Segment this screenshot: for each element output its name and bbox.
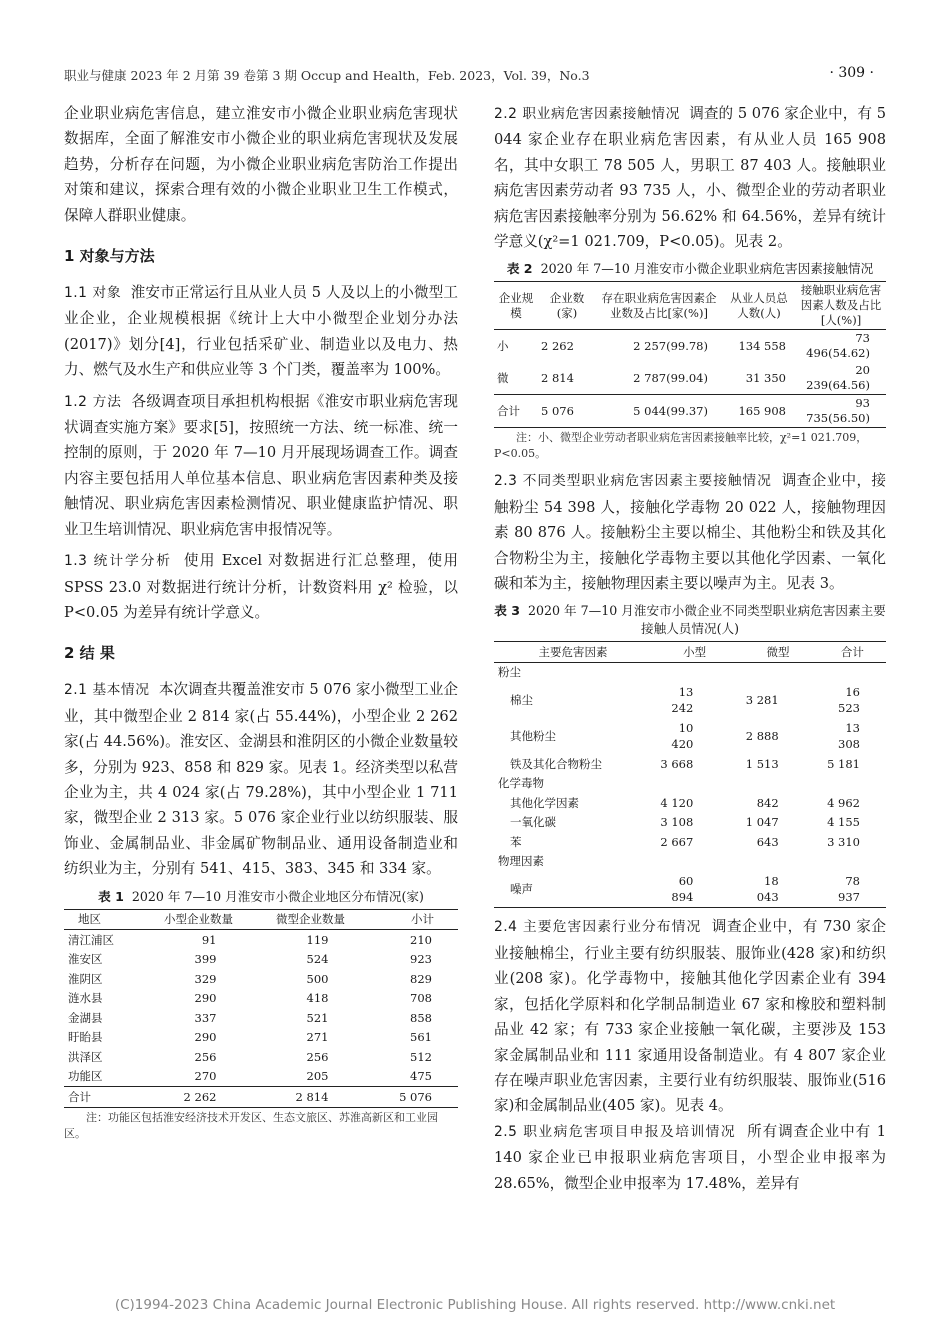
- table-1-header: 地区: [78, 912, 101, 927]
- section-2-1: [64, 677, 458, 881]
- table-3-cell: 2 888: [745, 729, 779, 744]
- table-3-cell: 3 281: [745, 693, 779, 708]
- table-2-cell: 93 735(56.50): [806, 396, 870, 426]
- table-2-header: 接触职业病危害因素人数及占比[人(%)]: [800, 283, 882, 328]
- table-3-group-row: [494, 774, 886, 794]
- page-number: · 309 ·: [829, 65, 874, 81]
- table-3-cell: 60 894: [671, 873, 694, 905]
- table-3-cell: 10 420: [671, 720, 694, 752]
- table-1-cell: 合计: [68, 1089, 91, 1104]
- table-3-label: 表 3: [494, 603, 520, 619]
- table-1-cell: 708: [410, 991, 432, 1006]
- table-1-cell: 290: [194, 1030, 217, 1045]
- table-2-header: 存在职业病危害因素企业数及占比[家(%)]: [601, 290, 717, 320]
- table-2-cell: 2 257(99.78): [633, 338, 708, 353]
- table-row: [494, 813, 886, 833]
- table-3-cell: 铁及其化合物粉尘: [510, 756, 602, 771]
- table-1-cell: 475: [410, 1069, 432, 1084]
- section-1-2: [64, 389, 458, 542]
- table-3-group-label: 粉尘: [498, 665, 521, 680]
- table-3-cell: 842: [756, 795, 779, 810]
- section-2-5-title: 2.5 职业病危害项目申报及培训情况: [494, 1123, 737, 1140]
- section-2-4-title: 2.4 主要危害因素行业分布情况: [494, 919, 702, 936]
- table-1-total-row: [64, 1087, 458, 1108]
- table-1-cell: 256: [306, 1049, 329, 1064]
- table-row: [64, 989, 458, 1009]
- section-2-4: [494, 914, 886, 1118]
- table-3-caption: [494, 602, 886, 638]
- table-row: [494, 362, 886, 395]
- section-2-2-text: 调查的 5 076 家企业中，有 5 044 家企业存在职业病危害因素，有从业人员 165 908 名，其中女职工 78 505 人，男职工 87 403 人。接触职业病危害因素劳动者 93 735 人，小、微型企业的劳动者职业病危害因素接触率分别为 56.62% 和 64.56%，差异有统计学意义(χ²=1 021.709，P<0.05)。见表 2。: [494, 105, 887, 251]
- table-2-label: 表 2: [506, 261, 533, 277]
- section-1-1: [64, 280, 458, 383]
- table-3-group-row: [494, 852, 886, 872]
- section-1-1-title: 1.1 对象: [64, 285, 122, 302]
- section-2-1-title: 2.1 基本情况: [64, 682, 150, 699]
- journal-info: 职业与健康 2023 年 2 月第 39 卷第 3 期 Occup and Health，Feb. 2023，Vol. 39，No.3: [64, 68, 590, 83]
- table-1-cell: 329: [194, 971, 217, 986]
- table-1-cell: 210: [410, 932, 432, 947]
- table-2: [494, 281, 886, 428]
- table-3-cell: 16 523: [838, 684, 860, 716]
- table-3-cell: 4 962: [827, 795, 860, 810]
- table-1-cell: 清江浦区: [68, 932, 114, 947]
- section-1-2-text: 各级调查项目承担机构根据《淮安市职业病危害现状调查实施方案》要求[5]，按照统一方法、统一标准、统一控制的原则，于 2020 年 7—10 月开展现场调查工作。调查内容主要包括用人单位基本信息、职业病危害因素种类及接触情况、职业病危害因素检测情况、职业健康监护情况、职业卫生培训情况、职业病危害申报情况等。: [64, 392, 458, 538]
- table-2-caption: [494, 260, 886, 278]
- table-1-cell: 金湖县: [68, 1010, 103, 1025]
- table-3-cell: 18 043: [756, 873, 779, 905]
- table-2-header: 从业人员总人数(人): [730, 290, 788, 320]
- table-2-cell: 165 908: [738, 403, 786, 418]
- table-3-header: 微型: [766, 644, 790, 659]
- table-1-cell: 337: [194, 1010, 217, 1025]
- table-3-cell: 3 668: [660, 756, 694, 771]
- section-2-title: 2 结 果: [64, 644, 115, 663]
- table-row: [494, 793, 886, 813]
- section-2-3-title: 2.3 不同类型职业病危害因素主要接触情况: [494, 473, 772, 490]
- table-2-cell: 小: [497, 338, 509, 353]
- section-1-2-title: 1.2 方法: [64, 393, 122, 410]
- table-1-header: 小计: [411, 912, 434, 927]
- table-1-cell: 512: [410, 1049, 432, 1064]
- table-2-cell: 73 496(54.62): [806, 331, 870, 361]
- table-row: [64, 1008, 458, 1028]
- table-2-header: 企业规模: [498, 290, 534, 320]
- table-2-total-row: [494, 395, 886, 428]
- table-2-cell: 2 787(99.04): [633, 370, 708, 385]
- table-3-cell: 1 513: [745, 756, 779, 771]
- table-2-cell: 31 350: [745, 370, 786, 385]
- table-3-cell: 5 181: [827, 756, 860, 771]
- table-1-label: 表 1: [98, 888, 124, 904]
- table-3-cell: 一氧化碳: [510, 815, 556, 830]
- table-1-cell: 5 076: [399, 1089, 432, 1104]
- table-1-header: 微型企业数量: [275, 912, 345, 927]
- table-1-cell: 功能区: [68, 1069, 103, 1084]
- table-1-cell: 271: [306, 1030, 329, 1045]
- table-2-cell: 2 262: [541, 338, 574, 353]
- copyright-footer: (C)1994-2023 China Academic Journal Electronic Publishing House. All rights reserved. http://www.cnki.net: [114, 1297, 836, 1313]
- section-2-1-text: 本次调查共覆盖淮安市 5 076 家小微型工业企业，其中微型企业 2 814 家(占 55.44%)，小型企业 2 262 家(占 44.56%)。淮安区、金湖县和淮阴区的小微企业数量较多，分别为 923、858 和 829 家。见表 1。经济类型以私营企业为主，共 4 024 家(占 79.28%)，其中小型企业 1 711 家，微型企业 2 313 家。5 076 家企业行业以纺织服装、服饰业、金属制品业、非金属矿物制品业、通用设备制造业和纺织业为主，分别有 541、415、383、345 和 334 家。: [64, 681, 459, 878]
- table-3-cell: 13 308: [838, 720, 860, 752]
- table-row: [494, 718, 886, 754]
- section-2-4-text: 调查企业中，有 730 家企业接触棉尘，行业主要有纺织服装、服饰业(428 家)和纺织业(208 家)。化学毒物中，接触其他化学因素企业有 394 家，包括化学原料和化学制品制造业 67 家和橡胶和塑料制品业 42 家；有 733 家企业接触一氧化碳，主要涉及 153 家金属制品业和 111 家通用设备制造业。有 4 807 家企业存在噪声职业危害因素，主要行业有纺织服装、服饰业(516 家)和金属制品业(405 家)。见表 4。: [494, 918, 887, 1115]
- table-1-header: 小型企业数量: [164, 912, 233, 927]
- section-1-title: 1 对象与方法: [64, 247, 155, 266]
- table-row: [64, 930, 458, 950]
- table-3-cell: 4 120: [660, 795, 694, 810]
- table-3-cell: 3 310: [827, 834, 860, 849]
- right-column: [494, 101, 886, 1196]
- table-3-cell: 13 242: [671, 684, 694, 716]
- table-3-group-label: 化学毒物: [498, 776, 544, 791]
- table-1-cell: 256: [194, 1049, 217, 1064]
- table-3-cell: 噪声: [510, 882, 533, 897]
- table-3-group-row: [494, 662, 886, 682]
- table-1-cell: 500: [306, 971, 329, 986]
- table-3: [494, 641, 886, 908]
- table-1-cell: 829: [410, 971, 432, 986]
- table-1: [64, 909, 458, 1108]
- table-1-caption: [64, 888, 458, 906]
- table-2-header: 企业数(家): [549, 290, 585, 320]
- table-1-cell: 290: [194, 991, 217, 1006]
- section-2-3: [494, 468, 886, 596]
- table-row: [64, 950, 458, 970]
- table-1-cell: 洪泽区: [68, 1049, 103, 1064]
- table-row: [494, 682, 886, 718]
- table-1-cell: 淮安区: [68, 952, 103, 967]
- section-2-3-text: 调查企业中，接触粉尘 54 398 人，接触化学毒物 20 022 人，接触物理因素 80 876 人。接触粉尘主要以棉尘、其他粉尘和铁及其化合物粉尘为主，接触化学毒物主要以其他化学因素、一氧化碳和苯为主，接触物理因素主要以噪声为主。见表 3。: [494, 472, 886, 593]
- table-3-cell: 棉尘: [510, 693, 533, 708]
- table-1-cell: 923: [410, 952, 432, 967]
- table-1-cell: 524: [306, 952, 329, 967]
- table-row: [64, 1047, 458, 1067]
- table-1-cell: 盱眙县: [68, 1030, 103, 1045]
- table-row: [494, 330, 886, 363]
- table-2-cell: 5 076: [541, 403, 574, 418]
- table-row: [64, 969, 458, 989]
- table-1-title: 2020 年 7—10 月淮安市小微企业地区分布情况(家): [131, 888, 424, 904]
- section-2-2-title: 2.2 职业病危害因素接触情况: [494, 106, 680, 122]
- table-1-cell: 119: [306, 932, 329, 947]
- table-1-cell: 2 814: [295, 1089, 329, 1104]
- table-row: [64, 1067, 458, 1087]
- table-2-cell: 合计: [497, 403, 520, 418]
- table-1-header-row: [64, 909, 458, 930]
- table-3-cell: 4 155: [827, 815, 860, 830]
- section-1-3: [64, 548, 458, 625]
- table-2-cell: 2 814: [541, 370, 574, 385]
- table-3-cell: 1 047: [745, 815, 779, 830]
- table-3-cell: 其他粉尘: [510, 729, 556, 744]
- table-3-cell: 2 667: [660, 834, 694, 849]
- table-3-cell: 3 108: [660, 815, 694, 830]
- table-2-title: 2020 年 7—10 月淮安市小微企业职业病危害因素接触情况: [540, 261, 874, 277]
- table-2-cell: 134 558: [738, 338, 786, 353]
- section-1-1-text: 淮安市正常运行且从业人员 5 人及以上的小微型工业企业，企业规模根据《统计上大中小微型企业划分办法(2017)》划分[4]，行业包括采矿业、制造业以及电力、热力、燃气及水生产和供应业等 3 个门类，覆盖率为 100%。: [64, 284, 458, 379]
- table-2-cell: 5 044(99.37): [633, 403, 708, 418]
- section-1-3-title: 1.3 统计学分析: [64, 553, 172, 570]
- section-1-3-text: 使用 Excel 对数据进行汇总整理，使用 SPSS 23.0 对数据进行统计分析，计数资料用 χ² 检验，以 P<0.05 为差异有统计学意义。: [64, 552, 459, 621]
- table-1-cell: 91: [201, 932, 217, 947]
- section-2-5: [494, 1119, 886, 1196]
- table-1-cell: 561: [410, 1030, 432, 1045]
- table-row: [494, 832, 886, 852]
- table-3-cell: 其他化学因素: [510, 795, 579, 810]
- table-2-cell: 20 239(64.56): [806, 363, 870, 393]
- table-1-cell: 205: [306, 1069, 329, 1084]
- table-1-note: 注：功能区包括淮安经济技术开发区、生态文旅区、苏淮高新区和工业园区。: [64, 1110, 438, 1140]
- table-2-note: 注：小、微型企业劳动者职业病危害因素接触率比较，χ²=1 021.709，P<0.05。: [494, 431, 868, 461]
- table-3-title: 2020 年 7—10 月淮安市小微企业不同类型职业病危害因素主要接触人员情况(人): [528, 603, 886, 637]
- table-1-cell: 270: [194, 1069, 217, 1084]
- table-1-cell: 2 262: [183, 1089, 217, 1104]
- table-3-cell: 苯: [510, 834, 522, 849]
- table-row: [64, 1028, 458, 1048]
- table-2-header-row: [494, 282, 886, 330]
- section-2-2: [494, 101, 886, 254]
- table-1-cell: 418: [306, 991, 329, 1006]
- table-1-cell: 521: [306, 1010, 329, 1025]
- page-header: [64, 66, 886, 86]
- table-3-header-row: [494, 642, 886, 663]
- table-1-cell: 涟水县: [68, 991, 103, 1006]
- table-3-cell: 78 937: [838, 873, 860, 905]
- intro-paragraph: 企业职业病危害信息，建立淮安市小微企业职业病危害现状数据库，全面了解淮安市小微企业的职业病危害现状及发展趋势，分析存在问题，为小微企业职业病危害防治工作提出对策和建议，探索合理有效的小微企业职业卫生工作模式，保障人群职业健康。: [64, 105, 458, 224]
- table-1-cell: 858: [410, 1010, 432, 1025]
- table-3-header: 小型: [683, 644, 707, 659]
- table-row: [494, 871, 886, 908]
- table-1-cell: 淮阴区: [68, 971, 103, 986]
- table-3-header: 合计: [840, 644, 864, 659]
- table-3-header: 主要危害因素: [538, 644, 608, 659]
- section-2-5-text: 所有调查企业中有 1 140 家企业已申报职业病危害项目，小型企业申报率为 28.65%，微型企业申报率为 17.48%，差异有: [494, 1122, 886, 1192]
- table-3-group-label: 物理因素: [498, 854, 544, 869]
- table-2-cell: 微: [497, 370, 509, 385]
- table-row: [494, 754, 886, 774]
- table-3-cell: 643: [756, 834, 779, 849]
- left-column: [64, 101, 458, 1142]
- table-1-cell: 399: [194, 952, 217, 967]
